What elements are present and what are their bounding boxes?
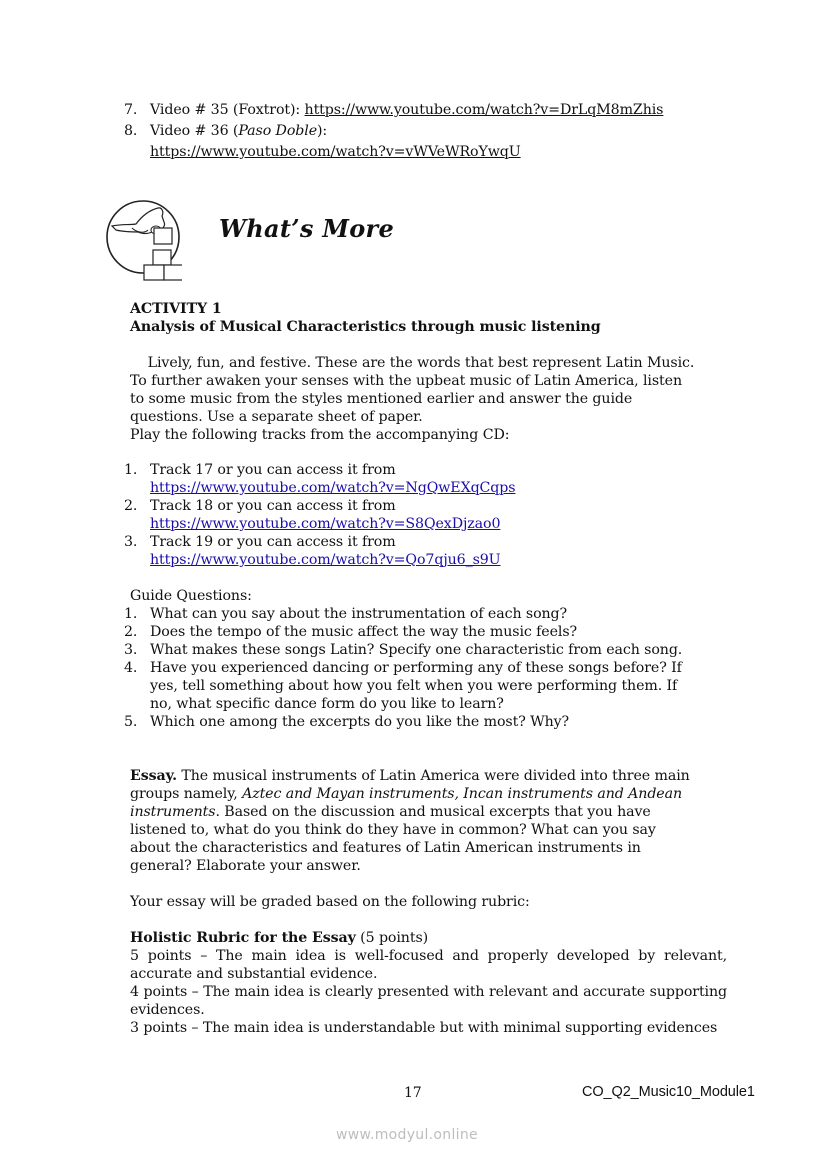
essay-label: Essay. [130,768,177,784]
intro-line: Lively, fun, and festive. These are the words that best represent Latin Music. [130,355,695,371]
track-label: Track 17 or you can access it from [150,462,396,478]
hand-stacking-blocks-icon [104,192,182,282]
track-label: Track 18 or you can access it from [150,498,396,514]
guide-questions-label: Guide Questions: [130,588,252,604]
guide-question: What makes these songs Latin? Specify one characteristic from each song. [150,642,683,658]
intro-line: to some music from the styles mentioned earlier and answer the guide [130,391,633,407]
essay-text-italic: Aztec and Mayan instruments, Incan instruments and Andean [242,786,682,802]
video-label: ): [317,123,328,139]
list-item-link [150,479,515,497]
guide-question-cont: yes, tell something about how you felt when you were performing them. If [150,678,678,694]
list-item-link [150,551,501,569]
essay-line [130,767,690,785]
track-link[interactable]: https://www.youtube.com/watch?v=Qo7qju6_s9U [150,552,501,568]
list-number: 5. [124,714,138,730]
activity-title: Analysis of Musical Characteristics through music listening [130,319,601,335]
module-code: CO_Q2_Music10_Module1 [582,1084,755,1100]
list-number: 2. [124,498,138,514]
guide-question: Does the tempo of the music affect the way the music feels? [150,624,578,640]
guide-question: Have you experienced dancing or performing any of these songs before? If [150,660,682,676]
essay-text: The musical instruments of Latin America were divided into three main [176,768,690,784]
rubric-title-text: Holistic Rubric for the Essay [130,930,356,946]
list-item-link [150,515,500,533]
video-label: Video # 36 ( [150,123,239,139]
list-item [150,101,663,119]
video-link[interactable]: https://www.youtube.com/watch?v=DrLqM8mZhis [304,102,664,118]
video-label-italic: Paso Doble [238,123,317,139]
rubric-criterion: 4 points – The main idea is clearly presented with relevant and accurate supporting evidences. [130,984,727,1018]
essay-line: about the characteristics and features of Latin American instruments in [130,840,641,856]
essay-text: groups namely, [130,786,243,802]
list-item [150,122,327,140]
guide-question-cont: no, what specific dance form do you like to learn? [150,696,504,712]
guide-question: Which one among the excerpts do you like the most? Why? [150,714,570,730]
list-number: 1. [124,606,138,622]
intro-line: questions. Use a separate sheet of paper. [130,409,423,425]
track-link[interactable]: https://www.youtube.com/watch?v=S8QexDjzao0 [150,516,501,532]
essay-line: general? Elaborate your answer. [130,858,361,874]
list-number: 3. [124,534,138,550]
list-number: 1. [124,462,138,478]
video-link[interactable]: https://www.youtube.com/watch?v=vWVeWRoYwqU [150,144,521,160]
guide-question: What can you say about the instrumentation of each song? [150,606,568,622]
essay-line: listened to, what do you think do they have in common? What can you say [130,822,656,838]
track-label: Track 19 or you can access it from [150,534,396,550]
video-label: Video # 35 (Foxtrot): [150,102,305,118]
section-title: What’s More [219,214,395,243]
list-number: 3. [124,642,138,658]
list-number: 8. [124,123,138,139]
track-link[interactable]: https://www.youtube.com/watch?v=NgQwEXqCqps [150,480,516,496]
activity-label: ACTIVITY 1 [130,301,222,317]
rubric-title-points: (5 points) [355,930,429,946]
rubric-title [130,929,428,947]
list-number: 4. [124,660,138,676]
list-item-link [150,143,521,161]
rubric-criterion: 3 points – The main idea is understandable but with minimal supporting evidences [130,1020,718,1036]
list-number: 7. [124,102,138,118]
essay-line [130,803,651,821]
rubric-intro: Your essay will be graded based on the following rubric: [130,894,530,910]
rubric-criterion: 5 points – The main idea is well-focused and properly developed by relevant, accurate and substantial evidence. [130,948,727,982]
page-number: 17 [404,1085,422,1101]
essay-text: . Based on the discussion and musical excerpts that you have [215,804,651,820]
list-number: 2. [124,624,138,640]
intro-line: Play the following tracks from the accompanying CD: [130,427,510,443]
intro-line: To further awaken your senses with the upbeat music of Latin America, listen [130,373,682,389]
essay-text-italic: instruments [130,804,216,820]
essay-line [130,785,682,803]
watermark: www.modyul.online [336,1127,478,1143]
